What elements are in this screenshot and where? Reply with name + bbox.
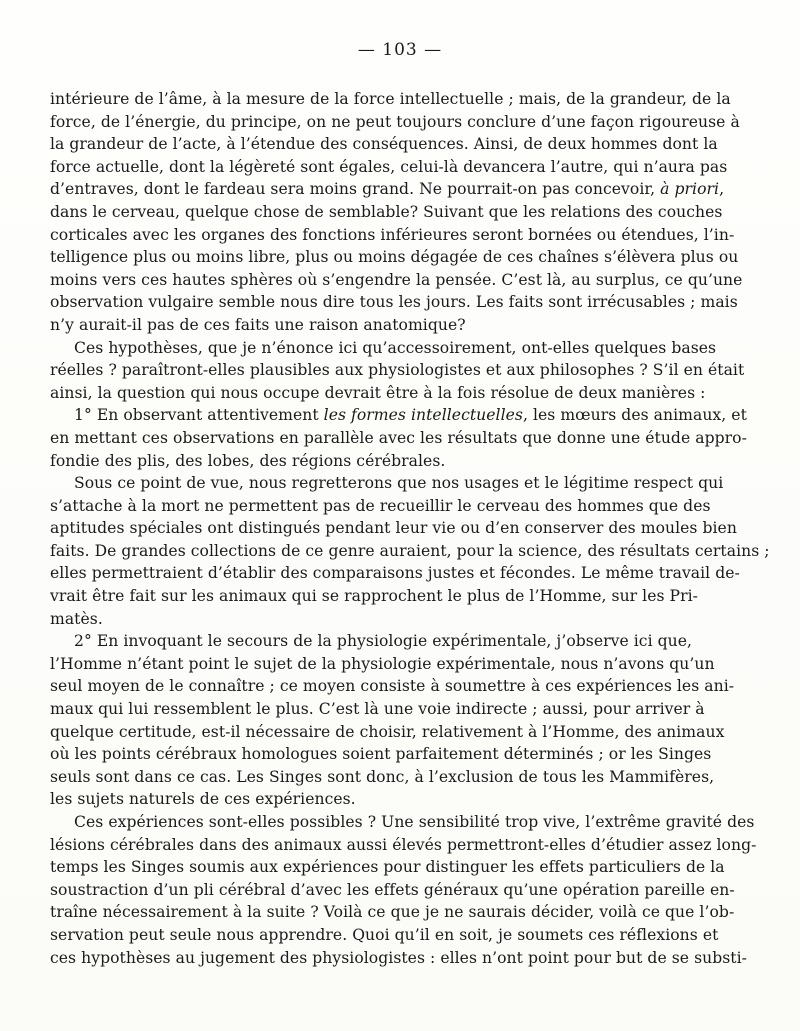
text-line: 1° En observant attentivement les formes intellectuelles, les mœurs des animaux, et: [74, 406, 747, 425]
text-line: lésions cérébrales dans des animaux aussi élevés permettront-elles d’étudier assez long-: [50, 835, 757, 854]
paragraph-2: [50, 337, 745, 405]
text-line: Ces expériences sont-elles possibles ? Une sensibilité trop vive, l’extrême gravité des: [74, 813, 755, 831]
paragraph-3: [50, 404, 747, 472]
text-line: soustraction d’un pli cérébral d’avec les effets généraux qu’une opération pareille en-: [50, 880, 735, 899]
text-line: seuls sont dans ce cas. Les Singes sont donc, à l’exclusion de tous les Mammifères,: [50, 767, 715, 786]
page-number: — 103 —: [357, 40, 443, 60]
text-line: seul moyen de le connaître ; ce moyen consiste à soumettre à ces expériences les ani-: [50, 677, 735, 696]
text-line: vrait être fait sur les animaux qui se rapprochent le plus de l’Homme, sur les Pri-: [50, 587, 698, 606]
italic-phrase: à priori: [660, 180, 720, 199]
text-line: 2° En invoquant le secours de la physiologie expérimentale, j’observe ici que,: [74, 632, 693, 651]
text-line: ainsi, la question qui nous occupe devrait être à la fois résolue de deux manières :: [50, 383, 706, 402]
paragraph-1: [50, 88, 743, 337]
text-line: s’attache à la mort ne permettent pas de recueillir le cerveau des hommes que des: [50, 496, 711, 515]
text-line: Ces hypothèses, que je n’énonce ici qu’accessoirement, ont-elles quelques bases: [74, 338, 717, 357]
text-line: d’entraves, dont le fardeau sera moins grand. Ne pourrait-on pas concevoir, à priori,: [50, 180, 725, 199]
text-line: traîne nécessairement à la suite ? Voilà ce que je ne saurais décider, voilà ce que l’ob-: [50, 903, 735, 922]
text-line: fondie des plis, des lobes, des régions cérébrales.: [50, 451, 446, 470]
text-line: force actuelle, dont la légèreté sont égales, celui-là devancera l’autre, qui n’aura pas: [50, 157, 728, 176]
italic-phrase: les formes intellectuelles: [323, 406, 523, 425]
text-line: elles permettraient d’établir des comparaisons justes et fécondes. Le même travail de-: [50, 564, 740, 583]
text-line: en mettant ces observations en parallèle avec les résultats que donne une étude appro-: [50, 428, 747, 447]
text-line: dans le cerveau, quelque chose de semblable? Suivant que les relations des couches: [50, 202, 723, 221]
text-line: quelque certitude, est-il nécessaire de choisir, relativement à l’Homme, des animaux: [50, 722, 725, 741]
text-line: matès.: [50, 609, 103, 628]
text-line: aptitudes spéciales ont distingués pendant leur vie ou d’en conserver des moules bien: [50, 519, 737, 538]
text-line: la grandeur de l’acte, à l’étendue des conséquences. Ainsi, de deux hommes dont la: [50, 135, 718, 154]
text-line: faits. De grandes collections de ce genre auraient, pour la science, des résultats certains ;: [50, 541, 770, 560]
text-line: observation vulgaire semble nous dire tous les jours. Les faits sont irrécusables ; mais: [50, 293, 738, 312]
paragraph-6: [50, 811, 757, 969]
text-line: telligence plus ou moins libre, plus ou moins dégagée de ces chaînes s’élèvera plus ou: [50, 248, 739, 267]
paragraph-5: [50, 630, 735, 811]
text-line: où les points cérébraux homologues soient parfaitement déterminés ; or les Singes: [50, 745, 712, 764]
text-line: intérieure de l’âme, à la mesure de la force intellectuelle ; mais, de la grandeur, de la: [50, 90, 731, 108]
text-line: maux qui lui ressemblent le plus. C’est là une voie indirecte ; aussi, pour arriver à: [50, 700, 705, 719]
text-line: temps les Singes soumis aux expériences pour distinguer les effets particuliers de la: [50, 858, 725, 877]
text-line: servation peut seule nous apprendre. Quoi qu’il en soit, je soumets ces réflexions et: [50, 925, 719, 944]
text-line: force, de l’énergie, du principe, on ne peut toujours conclure d’une façon rigoureuse à: [50, 112, 740, 131]
text-line: n’y aurait-il pas de ces faits une raison anatomique?: [50, 315, 466, 334]
text-line: corticales avec les organes des fonctions inférieures seront bornées ou étendues, l’in-: [50, 225, 735, 244]
paragraph-4: [50, 472, 770, 630]
text-line: l’Homme n’étant point le sujet de la physiologie expérimentale, nous n’avons qu’un: [50, 654, 715, 673]
text-line: Sous ce point de vue, nous regretterons que nos usages et le légitime respect qui: [74, 474, 724, 493]
text-line: moins vers ces hautes sphères où s’engendre la pensée. C’est là, au surplus, ce qu’une: [50, 270, 743, 289]
text-line: les sujets naturels de ces expériences.: [50, 790, 356, 809]
text-line: ces hypothèses au jugement des physiologistes : elles n’ont point pour but de se substi-: [50, 948, 747, 967]
text-line: réelles ? paraîtront-elles plausibles aux physiologistes et aux philosophes ? S’il en était: [50, 361, 745, 380]
body-text: [50, 88, 770, 969]
